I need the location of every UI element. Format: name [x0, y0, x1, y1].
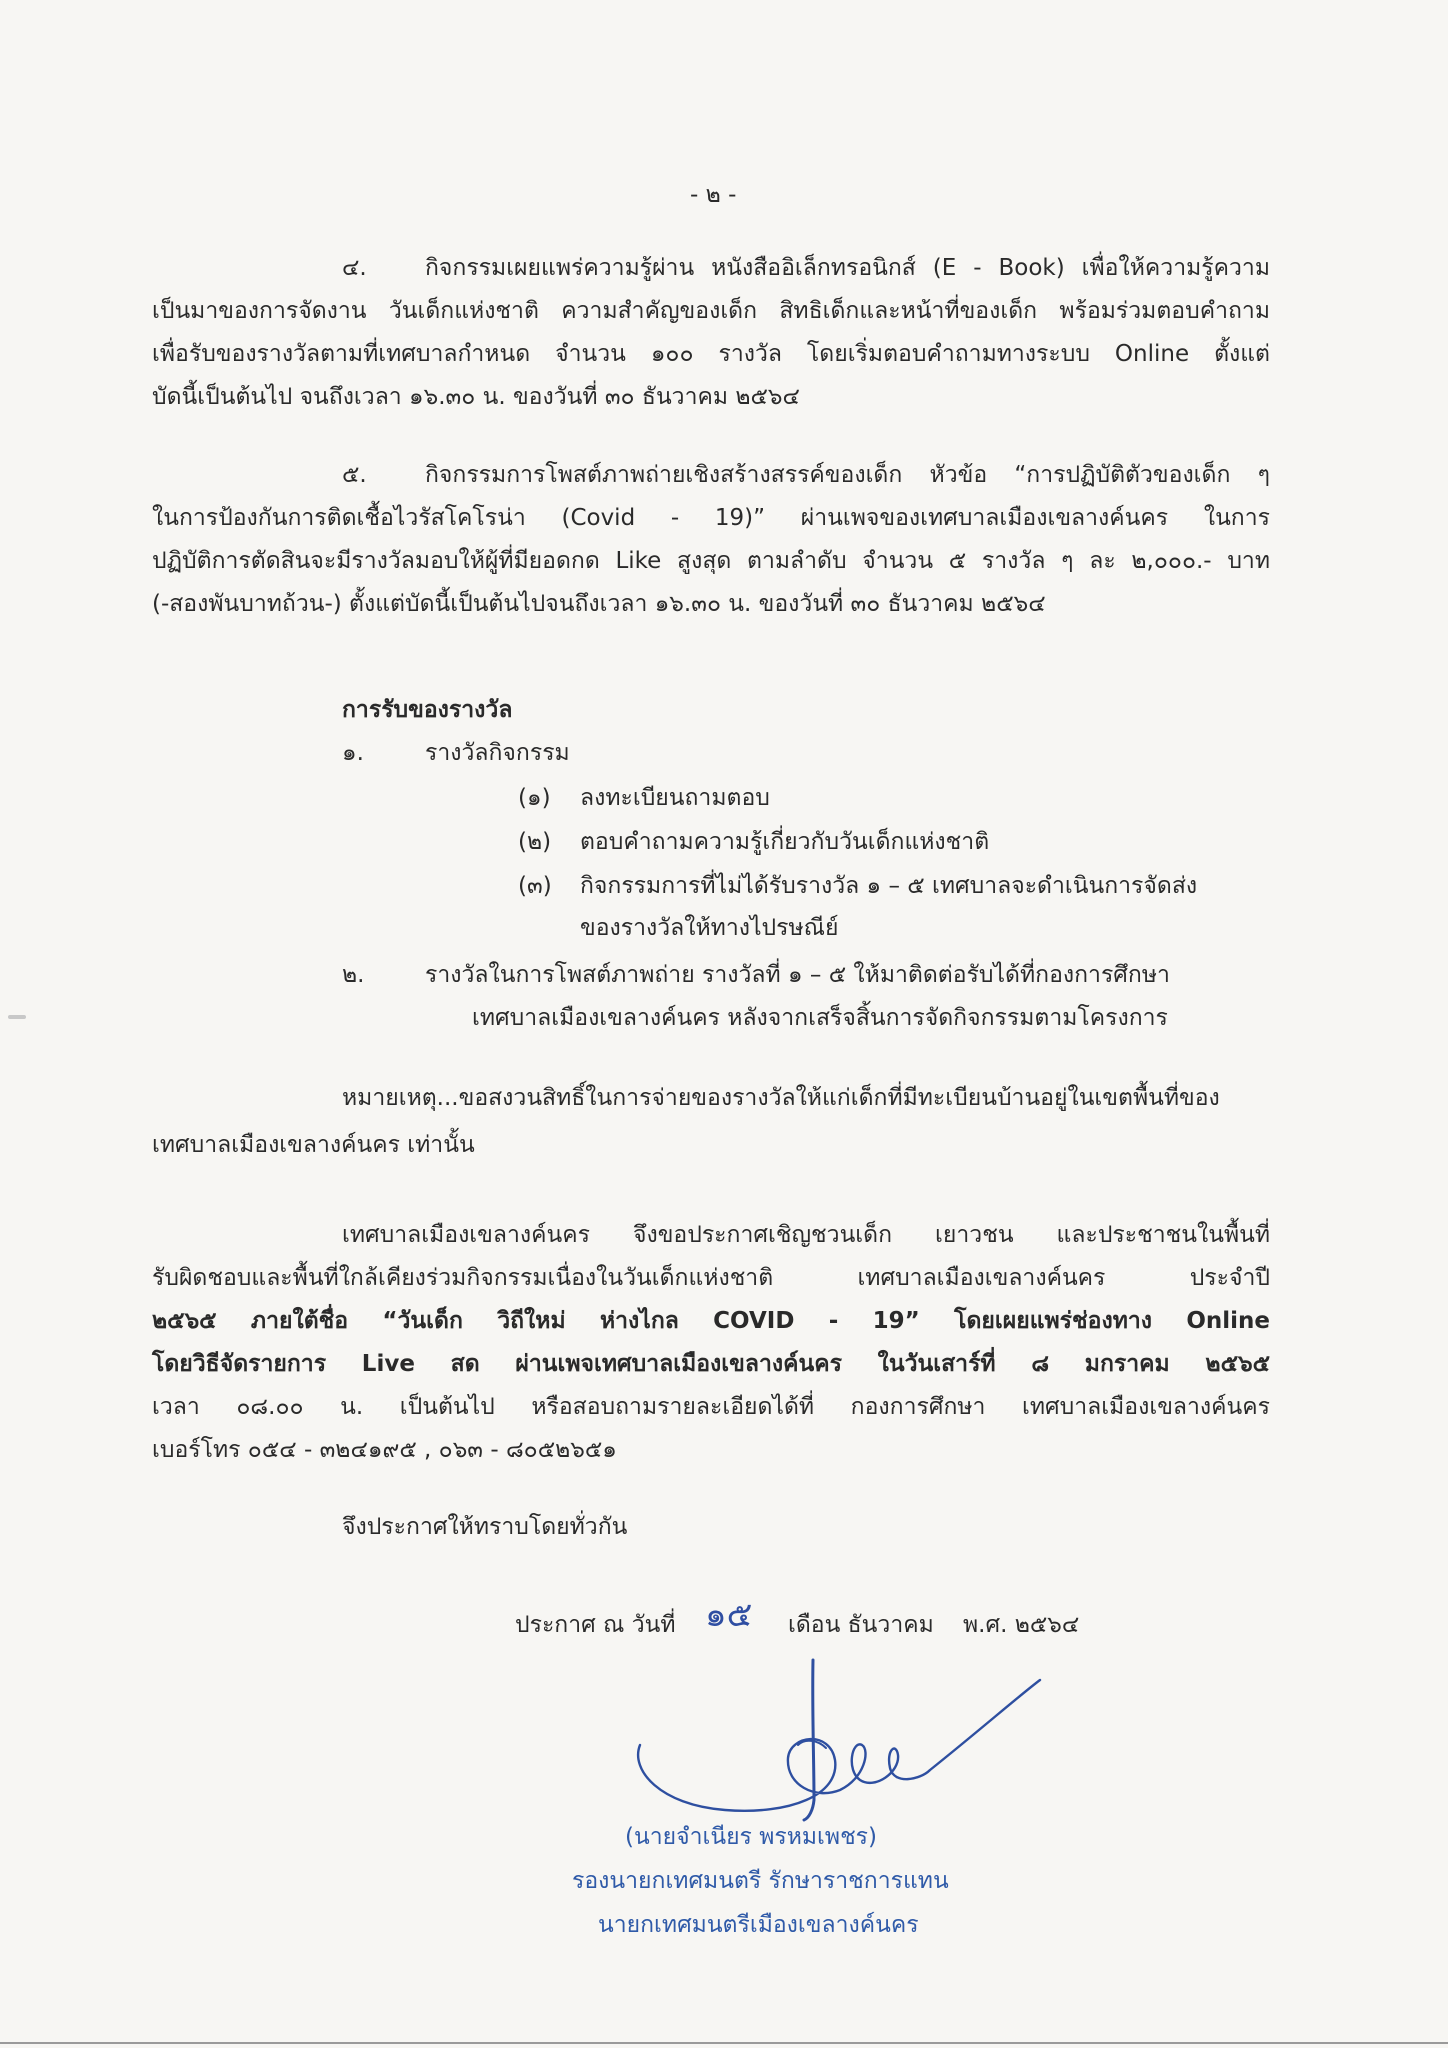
closing-statement: จึงประกาศให้ทราบโดยทั่วกัน [342, 1514, 628, 1540]
item5-number: ๕. [342, 462, 367, 488]
invite-line1: เทศบาลเมืองเขลางค์นคร จึงขอประกาศเชิญชวนเด็ก เยาวชน และประชาชนในพื้นที่ [342, 1222, 1270, 1248]
prize-1-label: รางวัลกิจกรรม [425, 740, 570, 766]
date-year: พ.ศ. ๒๕๖๔ [963, 1612, 1080, 1638]
item4-line3: เพื่อรับของรางวัลตามที่เทศบาลกำหนด จำนวน ๑๐๐ รางวัล โดยเริ่มตอบคำถามทางระบบ Online ตั้งแต่ [152, 341, 1270, 367]
prize-2-text-line2: เทศบาลเมืองเขลางค์นคร หลังจากเสร็จสิ้นการจัดกิจกรรมตามโครงการ [472, 1005, 1168, 1031]
signatory-title-line2: นายกเทศมนตรีเมืองเขลางค์นคร [598, 1912, 919, 1938]
item5-line2: ในการป้องกันการติดเชื้อไวรัสโคโรน่า (Covid - 19)” ผ่านเพจของเทศบาลเมืองเขลางค์นคร ในการ [152, 505, 1270, 531]
date-day-handwritten: ๑๕ [705, 1595, 753, 1635]
sub1-number: (๑) [518, 785, 551, 811]
item4-line4: บัดนี้เป็นต้นไป จนถึงเวลา ๑๖.๓๐ น. ของวันที่ ๓๐ ธันวาคม ๒๕๖๔ [152, 384, 800, 410]
sub3-text-line1: กิจกรรมการที่ไม่ได้รับรางวัล ๑ – ๕ เทศบาลจะดำเนินการจัดส่ง [580, 873, 1198, 899]
invite-line4: โดยวิธีจัดรายการ Live สด ผ่านเพจเทศบาลเมืองเขลางค์นคร ในวันเสาร์ที่ ๘ มกราคม ๒๕๖๕ [152, 1351, 1270, 1377]
date-month: เดือน ธันวาคม [788, 1612, 934, 1638]
prize-2-text-line1: รางวัลในการโพสต์ภาพถ่าย รางวัลที่ ๑ – ๕ ให้มาติดต่อรับได้ที่กองการศึกษา [425, 962, 1170, 988]
note-line2: เทศบาลเมืองเขลางค์นคร เท่านั้น [152, 1132, 475, 1158]
sub3-number: (๓) [518, 873, 552, 899]
signatory-name: (นายจำเนียร พรหมเพชร) [625, 1824, 878, 1850]
invite-line6: เบอร์โทร ๐๕๔ - ๓๒๔๑๙๕ , ๐๖๓ - ๘๐๕๒๖๕๑ [152, 1437, 617, 1463]
prize-2-number: ๒. [342, 962, 365, 988]
signature [600, 1650, 1060, 1830]
item4-number: ๔. [342, 255, 367, 281]
date-prefix: ประกาศ ณ วันที่ [515, 1612, 676, 1638]
item4-line1: กิจกรรมเผยแพร่ความรู้ผ่าน หนังสืออิเล็กทรอนิกส์ (E - Book) เพื่อให้ความรู้ความ [425, 255, 1270, 281]
prize-heading: การรับของรางวัล [342, 697, 513, 723]
item4-line2: เป็นมาของการจัดงาน วันเด็กแห่งชาติ ความสำคัญของเด็ก สิทธิเด็กและหน้าที่ของเด็ก พร้อมร่วมตอบคำถาม [152, 298, 1270, 324]
item5-line4: (-สองพันบาทถ้วน-) ตั้งแต่บัดนี้เป็นต้นไปจนถึงเวลา ๑๖.๓๐ น. ของวันที่ ๓๐ ธันวาคม ๒๕๖๔ [152, 591, 1046, 617]
scan-mark [8, 1015, 26, 1019]
signatory-title-line1: รองนายกเทศมนตรี รักษาราชการแทน [572, 1868, 949, 1894]
sub2-text: ตอบคำถามความรู้เกี่ยวกับวันเด็กแห่งชาติ [580, 829, 990, 855]
note-line1: หมายเหตุ...ขอสงวนสิทธิ์ในการจ่ายของรางวัลให้แก่เด็กที่มีทะเบียนบ้านอยู่ในเขตพื้นที่ของ [342, 1085, 1220, 1111]
prize-1-number: ๑. [342, 740, 364, 766]
invite-line3: ๒๕๖๕ ภายใต้ชื่อ “วันเด็ก วิถีใหม่ ห่างไกล COVID - 19” โดยเผยแพร่ช่องทาง Online [152, 1308, 1270, 1334]
sub1-text: ลงทะเบียนถามตอบ [580, 785, 770, 811]
invite-line5: เวลา ๐๘.๐๐ น. เป็นต้นไป หรือสอบถามรายละเอียดได้ที่ กองการศึกษา เทศบาลเมืองเขลางค์นคร [152, 1394, 1270, 1420]
sub2-number: (๒) [518, 829, 552, 855]
item5-line1: กิจกรรมการโพสต์ภาพถ่ายเชิงสร้างสรรค์ของเด็ก หัวข้อ “การปฏิบัติตัวของเด็ก ๆ [425, 462, 1270, 488]
page-number: - ๒ - [690, 182, 737, 208]
sub3-text-line2: ของรางวัลให้ทางไปรษณีย์ [580, 915, 839, 941]
item5-line3: ปฏิบัติการตัดสินจะมีรางวัลมอบให้ผู้ที่มียอดกด Like สูงสุด ตามลำดับ จำนวน ๕ รางวัล ๆ ละ ๒,๐๐๐.- บาท [152, 548, 1270, 574]
scan-edge-line [0, 2042, 1448, 2044]
invite-line2: รับผิดชอบและพื้นที่ใกล้เคียงร่วมกิจกรรมเนื่องในวันเด็กแห่งชาติ เทศบาลเมืองเขลางค์นคร ประจำปี [152, 1265, 1270, 1291]
